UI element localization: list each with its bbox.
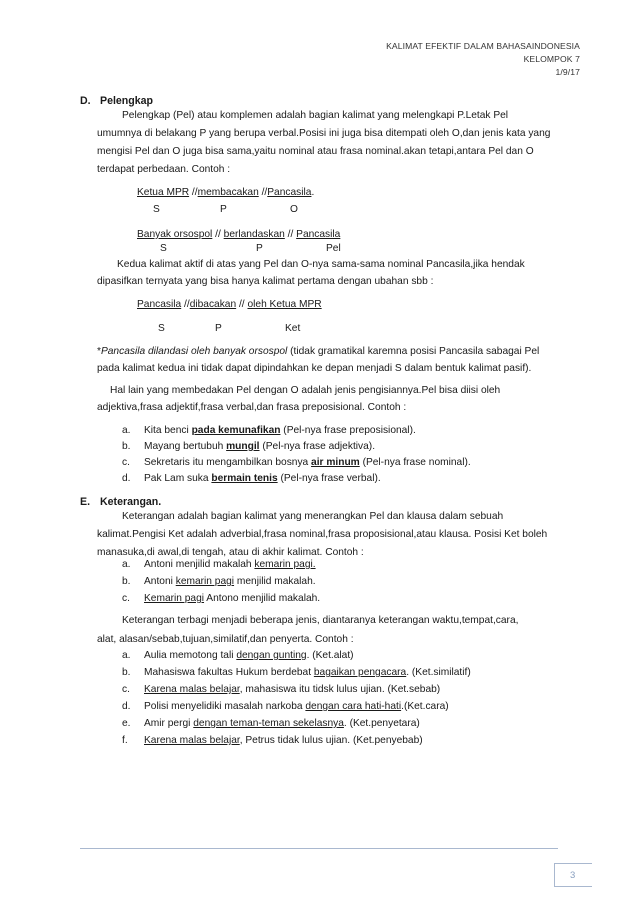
list-text-pre: Mayang bertubuh [144,441,227,452]
e-intro-line-2: kalimat.Pengisi Ket adalah adverbial,frasa nominal,frasa proposisional,atau klausa. Posisi Ket boleh [97,529,548,540]
page-number: 3 [570,870,576,881]
example-2-label-s: S [160,243,167,254]
list-marker: c. [122,593,130,604]
example-3-label-ket: Ket [285,323,301,334]
list-text-highlight: pada kemunafikan [191,425,281,436]
example-1-sentence [137,187,314,198]
list-text-highlight: bagaikan pengacara [313,667,407,678]
list-text-pre: Antoni [144,576,176,587]
list-text-highlight: kemarin pagi [175,576,235,587]
list-text [144,576,316,587]
list-text-post: , mahasiswa itu tidsk lulus ujian. (Ket.sebab) [239,684,441,695]
list-marker: b. [122,576,131,587]
example-3-predicate: dibacakan [189,299,237,310]
note-italic-sentence: Pancasila dilandasi oleh banyak orsospol [100,346,288,357]
separator: // [181,299,190,310]
d-intro-line-1: Pelengkap (Pel) atau komplemen adalah bagian kalimat yang melengkapi P.Letak Pel [122,110,509,121]
example-1-label-o: O [290,204,298,215]
example-3-adverbial: oleh Ketua MPR [247,299,322,310]
section-d-title: Pelengkap [100,95,153,107]
list-marker: d. [122,473,131,484]
example-2-complement: Pancasila [296,229,341,240]
footer-rule [80,848,558,849]
section-d-letter: D. [80,95,91,107]
list-marker: c. [122,684,130,695]
header-title: KALIMAT EFEKTIF DALAM BAHASAINDONESIA [386,41,580,51]
list-text-highlight: Karena malas belajar [144,684,240,695]
list-text-post: menjilid makalah. [234,576,316,587]
e-para2-line-1: Keterangan terbagi menjadi beberapa jenis, diantaranya keterangan waktu,tempat,cara, [122,615,519,626]
list-marker: f. [122,735,128,746]
list-text-post: (Pel-nya frase verbal). [277,473,381,484]
list-marker: d. [122,701,131,712]
list-text-post: (Pel-nya frase nominal). [359,457,471,468]
example-2-sentence [137,229,340,240]
note-explanation: (tidak gramatikal karemna posisi Pancasila sabagai Pel [287,346,540,357]
d-para3-line-1: Hal lain yang membedakan Pel dengan O adalah jenis pengisiannya.Pel bisa diisi oleh [110,385,501,396]
header-date: 1/9/17 [555,67,580,77]
example-2-subject: Banyak orsospol [137,229,213,240]
list-text-pre: Amir pergi [144,718,194,729]
d-para2-line-1: Kedua kalimat aktif di atas yang Pel dan O-nya sama-sama nominal Pancasila,jika hendak [117,259,525,270]
list-text-pre: Sekretaris itu mengambilkan bosnya [144,457,312,468]
section-e-title: Keterangan. [100,496,162,508]
list-text-post: . (Ket.similatif) [406,667,471,678]
list-text-pre: Aulia memotong tali [144,650,237,661]
separator: // [212,229,224,240]
list-marker: a. [122,650,131,661]
list-text-highlight: air minum [311,457,360,468]
example-2-predicate: berlandaskan [223,229,285,240]
e-intro-line-1: Keterangan adalah bagian kalimat yang menerangkan Pel dan klausa dalam sebuah [122,511,504,522]
list-text-post: (Pel-nya frase preposisional). [280,425,416,436]
example-3-label-p: P [215,323,222,334]
list-text-pre: Mahasiswa fakultas Hukum berdebat [144,667,314,678]
example-1-subject: Ketua MPR [137,187,190,198]
d-intro-line-3: mengisi Pel dan O juga bisa sama,yaitu nominal atau frasa nominal.akan tetapi,antara Pel dan O [97,146,534,157]
example-3-sentence [137,299,322,310]
period: . [311,187,315,198]
example-2-label-pel: Pel [326,243,341,254]
list-text [144,441,375,452]
list-text-pre: Kita benci [144,425,192,436]
d-intro-line-4: terdapat perbedaan. Contoh : [97,164,231,175]
list-text-pre: Antoni menjilid makalah [144,559,255,570]
list-text-post: . (Ket.penyetara) [343,718,420,729]
separator: // [284,229,297,240]
list-text [144,559,316,570]
example-1-predicate: membacakan [197,187,259,198]
list-text [144,593,320,604]
list-text-pre: Pak Lam suka [144,473,212,484]
d-para2-line-2: dipasifkan ternyata yang bisa hanya kalimat pertama dengan ubahan sbb : [97,276,434,287]
list-marker: a. [122,559,131,570]
list-text-highlight: dengan cara hati-hati [305,701,402,712]
list-text [144,667,471,678]
example-1-label-s: S [153,204,160,215]
list-text [144,735,423,746]
example-3-label-s: S [158,323,165,334]
list-text [144,684,440,695]
e-intro-line-3: manasuka,di awal,di tengah, atau di akhir kalimat. Contoh : [97,547,364,558]
section-e-letter: E. [80,496,91,508]
note-line-1 [97,346,539,357]
list-marker: c. [122,457,130,468]
list-text-post: .(Ket.cara) [401,701,449,712]
list-text [144,718,420,729]
list-marker: e. [122,718,131,729]
list-text [144,425,416,436]
list-text-post: , Petrus tidak lulus ujian. (Ket.penyebab) [239,735,423,746]
list-text [144,457,471,468]
example-3-subject: Pancasila [137,299,182,310]
separator: // [189,187,198,198]
d-intro-line-2: umumnya di belakang P yang berupa verbal.Posisi ini juga bisa ditempati oleh O,dan jenis kata yang [97,128,551,139]
separator: // [236,299,248,310]
list-marker: b. [122,441,131,452]
asterisk: * [97,346,101,357]
list-text-highlight: dengan teman-teman sekelasnya [193,718,344,729]
list-text-pre: Polisi menyelidiki masalah narkoba [144,701,306,712]
d-para3-line-2: adjektiva,frasa adjektif,frasa verbal,dan frasa preposisional. Contoh : [97,402,407,413]
list-text-post: (Pel-nya frase adjektiva). [259,441,376,452]
list-marker: a. [122,425,131,436]
separator: // [258,187,268,198]
e-para2-line-2: alat, alasan/sebab,tujuan,similatif,dan penyerta. Contoh : [97,634,354,645]
example-1-object: Pancasila [267,187,312,198]
list-text-highlight: mungil [226,441,260,452]
list-text-post: Antono menjilid makalah. [204,593,321,604]
list-text [144,650,354,661]
list-text [144,473,381,484]
example-2-label-p: P [256,243,263,254]
list-text-highlight: kemarin pagi. [254,559,316,570]
header-group: KELOMPOK 7 [523,54,580,64]
example-1-label-p: P [220,204,227,215]
note-line-2: pada kalimat kedua ini tidak dapat dipindahkan ke depan menjadi S dalam bentuk kalimat pasif). [97,363,532,374]
running-header [386,40,580,79]
list-text-highlight: dengan gunting [236,650,307,661]
list-text-highlight: bermain tenis [211,473,278,484]
list-text-post: . (Ket.alat) [306,650,354,661]
list-text [144,701,449,712]
list-text-highlight: Kemarin pagi [144,593,205,604]
list-marker: b. [122,667,131,678]
list-text-highlight: Karena malas belajar [144,735,240,746]
